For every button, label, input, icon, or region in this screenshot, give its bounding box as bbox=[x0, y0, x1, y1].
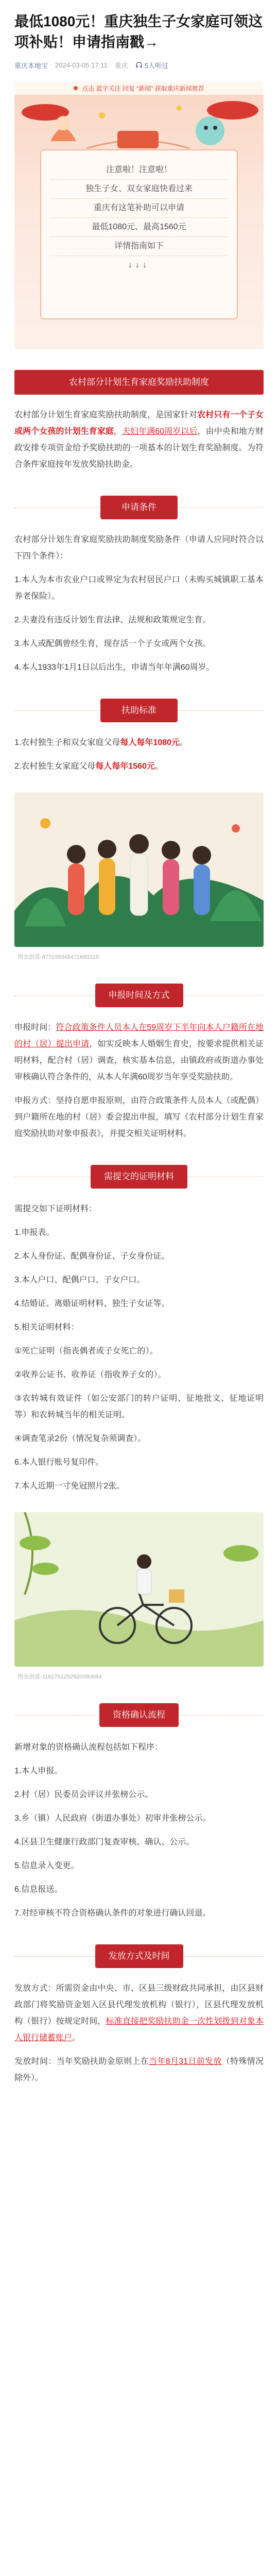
article-title: 最低1080元！重庆独生子女家庭可领这项补贴！申请指南戳→ bbox=[14, 13, 263, 50]
cartoon-scene bbox=[14, 95, 264, 157]
image-caption: 图虫创意-877039348471693319 bbox=[18, 954, 99, 960]
docs-tag: 需提交的证明材料 bbox=[91, 1165, 187, 1189]
process-tag: 资格确认流程 bbox=[99, 1703, 179, 1727]
process-item: 4.区县卫生健康行政部门复查审核、确认、公示。 bbox=[14, 1838, 195, 1846]
headphones-icon bbox=[135, 61, 143, 69]
time-heading bbox=[14, 984, 264, 1007]
doc-item: 2.本人身份证、配偶身份证、子女身份证。 bbox=[14, 1252, 170, 1261]
cyclist-illustration bbox=[14, 1512, 264, 1667]
doc-item: 6.本人银行账号复印件。 bbox=[14, 1458, 104, 1467]
doc-item: ②收养公证书、收养证（指收养子女的）。 bbox=[14, 1370, 166, 1379]
process-item: 2.村（居）民委员会评议并张榜公示。 bbox=[14, 1790, 153, 1799]
article-body bbox=[0, 370, 278, 2087]
notice-line: 详情指南如下 bbox=[50, 237, 228, 256]
time-tag: 申报时间及方式 bbox=[95, 984, 183, 1007]
doc-item: 4.结婚证、离婚证明材料、独生子女证等。 bbox=[14, 1299, 170, 1308]
condition-item: 3.本人或配偶曾经生育，现存活一个子女或两个女孩。 bbox=[14, 639, 211, 648]
payment-heading bbox=[14, 1944, 264, 1968]
image-caption: 图虫创意-1162751252920090684 bbox=[18, 1674, 102, 1680]
standard-line: 2.农村独生女家庭父母每人每年1560元。 bbox=[14, 762, 163, 771]
intro-paragraph: 农村部分计划生育家庭奖励扶助制度，是国家针对农村只有一个子女或两个女孩的计划生育家庭，夫妇年满60周岁以后，由中央和地方财政安排专项资金给予奖励扶助的一项基本的计划生育奖励制度。为符合条件家庭按年发放奖励扶助金。 bbox=[14, 411, 264, 469]
notice-card bbox=[40, 149, 238, 319]
conditions-tag: 申请条件 bbox=[100, 496, 178, 519]
process-item: 6.信息报送。 bbox=[14, 1885, 63, 1894]
standard-line: 1.农村独生子和双女家庭父母每人每年1080元。 bbox=[14, 738, 188, 747]
intro-heading: 农村部分计划生育家庭奖励扶助制度 bbox=[14, 370, 264, 395]
method-paragraph: 申报方式：坚持自愿申报原则，由符合政策条件人员本人（或配偶）到户籍所在地的村（居）委会提出申报，填写《农村部分计划生育家庭奖励扶助对象申报表》，并提交相关证明材料。 bbox=[14, 1096, 264, 1138]
notice-line: 重庆有这笔补助可以申请 bbox=[50, 199, 228, 218]
process-heading bbox=[14, 1703, 264, 1727]
process-item: 1.本人申报。 bbox=[14, 1767, 63, 1775]
conditions-lead: 农村部分计划生育家庭奖励扶助制度奖励条件（申请人应同时符合以下四个条件）： bbox=[14, 535, 264, 561]
doc-item: ③农转城有效证件（如公安部门的转户证明、征地批文、征地证明等）和农转城当年的相关证明。 bbox=[14, 1394, 264, 1419]
condition-item: 2.夫妻没有违反计划生育法律、法规和政策规定生育。 bbox=[14, 616, 211, 624]
dot-icon bbox=[74, 86, 78, 90]
conditions-heading bbox=[14, 496, 264, 519]
follow-bar[interactable] bbox=[14, 81, 264, 95]
follow-text: 点击 蓝字关注 回复 “新闻” 获取重庆新闻推荐 bbox=[82, 84, 204, 92]
doc-item: ④调查笔录2份（情况复杂须调查）。 bbox=[14, 1434, 146, 1443]
standard-tag: 扶助标准 bbox=[100, 699, 178, 722]
doc-item: 需提交如下证明材料： bbox=[14, 1205, 97, 1213]
time-paragraph: 申报时间：符合政策条件人员本人在59周岁下半年向本人户籍所在地的村（居）提出申请，如实反映本人婚姻生育史，按要求提供相关证明材料，配合村（居）调查，核实基本信息，由镇政府或街道办事处审核确认符合条件的，从本人年满60周岁当年享受奖励扶助。 bbox=[14, 1023, 264, 1081]
doc-item: ①死亡证明（指丧偶者或子女死亡的）。 bbox=[14, 1347, 158, 1355]
doc-item: 3.本人户口、配偶户口、子女户口。 bbox=[14, 1276, 145, 1284]
doc-item: 7.本人近期一寸免冠照片2张。 bbox=[14, 1482, 125, 1490]
women-illustration bbox=[14, 792, 264, 947]
payment-time-paragraph: 发放时间：当年奖励扶助金原则上在当年8月31日前发放（特殊情况除外）。 bbox=[14, 2057, 264, 2082]
notice-line: 独生子女、双女家庭快看过来 bbox=[50, 180, 228, 199]
publish-date: 2024-03-05 17:11 bbox=[55, 61, 108, 69]
header-banner bbox=[14, 81, 264, 349]
article-meta bbox=[0, 58, 278, 72]
listen-count: 5人听过 bbox=[144, 61, 168, 70]
docs-heading bbox=[14, 1165, 264, 1189]
condition-item: 1.本人为本市农业户口或界定为农村居民户口（未购买城镇职工基本养老保险）。 bbox=[14, 575, 264, 601]
down-arrows: ↓↓↓ bbox=[128, 261, 150, 269]
region-label: 重庆 bbox=[114, 61, 128, 70]
listen-button[interactable] bbox=[135, 60, 168, 70]
payment-method-paragraph: 发放方式：所需资金由中央、市、区县三级财政共同承担，由区县财政部门将奖励资金划入区县代理发放机构（银行），区县代理发放机构（银行）按规定时间，标准直接把奖励扶助金一次性划拨到对象本人银行储蓄账户。 bbox=[14, 1984, 264, 2042]
author-name[interactable]: 重庆本地宝 bbox=[14, 61, 48, 70]
doc-item: 5.相关证明材料： bbox=[14, 1323, 79, 1332]
process-item: 新增对象的资格确认流程包括如下程序： bbox=[14, 1743, 163, 1752]
notice-line: 注意啦！注意啦！ bbox=[50, 161, 228, 180]
payment-tag: 发放方式及时间 bbox=[95, 1944, 183, 1968]
standard-heading bbox=[14, 699, 264, 722]
notice-line: 最低1080元、最高1560元 bbox=[50, 218, 228, 237]
process-item: 3.乡（镇）人民政府（街道办事处）初审并张榜公示。 bbox=[14, 1814, 211, 1823]
process-item: 7.对经审核不符合资格确认条件的对象进行确认回退。 bbox=[14, 1909, 211, 1918]
condition-item: 4.本人1933年1月1日以后出生，申请当年年满60周岁。 bbox=[14, 663, 215, 672]
process-item: 5.信息录入变更。 bbox=[14, 1861, 79, 1870]
doc-item: 1.申报表。 bbox=[14, 1228, 55, 1237]
